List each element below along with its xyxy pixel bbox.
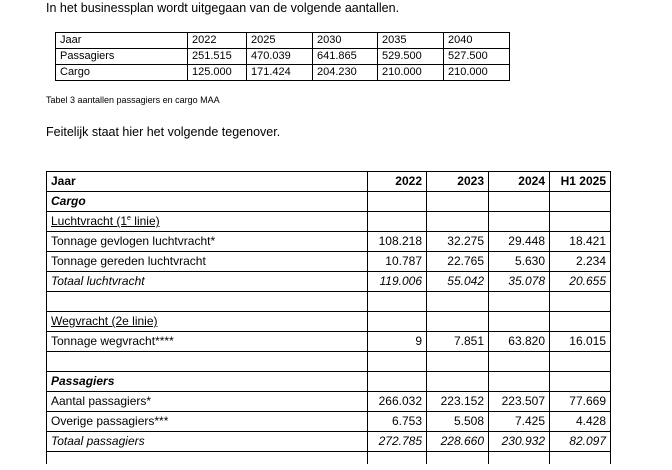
subsection-row-luchtvracht <box>47 212 611 232</box>
table-cell: 35.078 <box>489 272 550 292</box>
table-header-row <box>47 172 611 192</box>
table-cell: 223.507 <box>489 392 550 412</box>
table-cell: Passagiers <box>56 49 188 65</box>
intro-text: In het businessplan wordt uitgegaan van de volgende aantallen. <box>46 1 400 15</box>
table-row <box>47 392 611 412</box>
table-cell: 2022 <box>368 172 427 192</box>
table-cell: 210.000 <box>444 65 510 81</box>
table-cell: 5.630 <box>489 252 550 272</box>
table-cell: 2040 <box>444 33 510 49</box>
table-row <box>56 65 510 81</box>
table-cell: Cargo <box>56 65 188 81</box>
subsection-heading: Wegvracht (2e linie) <box>47 312 368 332</box>
lead-text: Feitelijk staat hier het volgende tegenover. <box>46 125 281 139</box>
table-row <box>47 332 611 352</box>
spacer-row <box>47 292 611 312</box>
table-cell: 2025 <box>247 33 313 49</box>
table-cell: 20.655 <box>550 272 611 292</box>
table-cell: 32.275 <box>427 232 489 252</box>
table-cell: 223.152 <box>427 392 489 412</box>
table-cell: 527.500 <box>444 49 510 65</box>
table-cell: 16.015 <box>550 332 611 352</box>
total-row <box>47 272 611 292</box>
table-cell: 5.508 <box>427 412 489 432</box>
table-cell: 2030 <box>313 33 378 49</box>
table-cell: 470.039 <box>247 49 313 65</box>
table-cell: 210.000 <box>378 65 444 81</box>
table-cell: 119.006 <box>368 272 427 292</box>
table-cell: Totaal luchtvracht <box>47 272 368 292</box>
table-row <box>56 33 510 49</box>
section-heading: Passagiers <box>47 372 368 392</box>
table-cell: 230.932 <box>489 432 550 452</box>
actuals-table <box>46 171 611 464</box>
section-heading: Cargo <box>47 192 368 212</box>
total-row <box>47 432 611 452</box>
table-cell: 2024 <box>489 172 550 192</box>
section-row-passagiers <box>47 372 611 392</box>
table-row <box>47 232 611 252</box>
table-row <box>47 412 611 432</box>
table-cell: 641.865 <box>313 49 378 65</box>
table-cell: 266.032 <box>368 392 427 412</box>
table-cell: 2022 <box>188 33 247 49</box>
table-cell: Tonnage wegvracht**** <box>47 332 368 352</box>
table-cell: 55.042 <box>427 272 489 292</box>
table-cell: 6.753 <box>368 412 427 432</box>
table-cell: 125.000 <box>188 65 247 81</box>
table-cell: 2035 <box>378 33 444 49</box>
business-plan-table <box>55 32 510 81</box>
table-row <box>56 49 510 65</box>
table-cell: 9 <box>368 332 427 352</box>
table-cell: Totaal passagiers <box>47 432 368 452</box>
table-row <box>47 252 611 272</box>
table-cell: 82.097 <box>550 432 611 452</box>
spacer-row <box>47 352 611 372</box>
table-cell: 108.218 <box>368 232 427 252</box>
table-cell: Aantal passagiers* <box>47 392 368 412</box>
table-cell: 77.669 <box>550 392 611 412</box>
table-cell: 10.787 <box>368 252 427 272</box>
subsection-row-wegvracht <box>47 312 611 332</box>
section-row-cargo <box>47 192 611 212</box>
table-caption: Tabel 3 aantallen passagiers en cargo MAA <box>46 95 220 105</box>
table-cell: H1 2025 <box>550 172 611 192</box>
table-cell: 22.765 <box>427 252 489 272</box>
table-cell: 529.500 <box>378 49 444 65</box>
table-cell: Jaar <box>56 33 188 49</box>
table-cell: 4.428 <box>550 412 611 432</box>
table-cell: 29.448 <box>489 232 550 252</box>
table-cell: Tonnage gevlogen luchtvracht* <box>47 232 368 252</box>
table-cell: 272.785 <box>368 432 427 452</box>
table-cell: 251.515 <box>188 49 247 65</box>
table-cell: Jaar <box>47 172 368 192</box>
table-cell: Overige passagiers*** <box>47 412 368 432</box>
table-cell: 2.234 <box>550 252 611 272</box>
table-cell: Tonnage gereden luchtvracht <box>47 252 368 272</box>
table-cell: 7.425 <box>489 412 550 432</box>
table-cell: 7.851 <box>427 332 489 352</box>
table-cell: 204.230 <box>313 65 378 81</box>
table-cell: 171.424 <box>247 65 313 81</box>
table-cell: 2023 <box>427 172 489 192</box>
table-cell: 228.660 <box>427 432 489 452</box>
subsection-heading: Luchtvracht (1e linie) <box>47 212 368 232</box>
table-cell: 63.820 <box>489 332 550 352</box>
spacer-row <box>47 452 611 465</box>
table-cell: 18.421 <box>550 232 611 252</box>
